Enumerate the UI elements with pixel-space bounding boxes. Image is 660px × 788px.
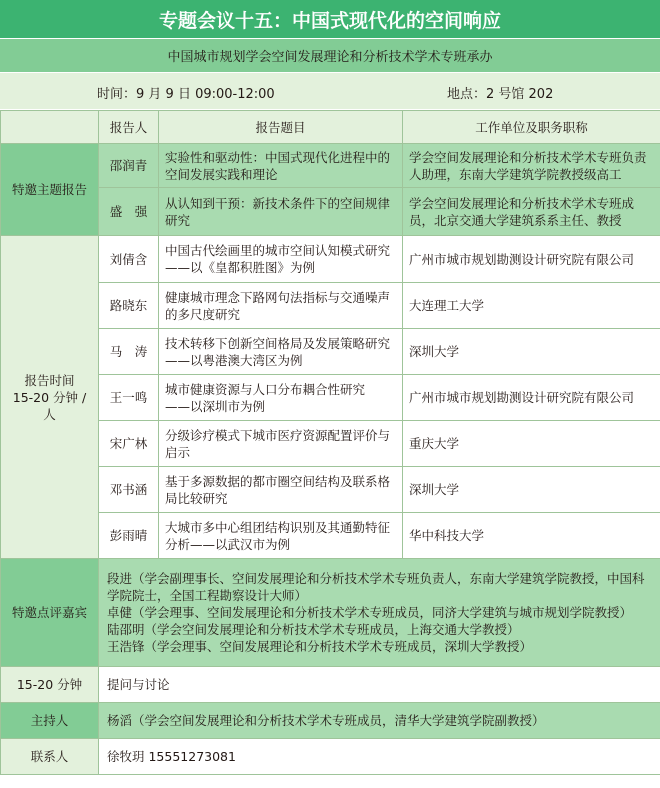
contact-label: 联系人 [1, 739, 99, 775]
host-row [1, 703, 660, 739]
talk-row [1, 283, 660, 329]
host-content: 杨滔（学会空间发展理论和分析技术学术专班成员，清华大学建筑学院副教授） [99, 703, 660, 739]
commentators-list [99, 559, 660, 667]
talk-time-label [1, 236, 99, 559]
talk-affiliation: 广州市城市规划勘测设计研究院有限公司 [403, 375, 660, 421]
commentator-entry: 段进（学会副理事长、空间发展理论和分析技术学术专班负责人，东南大学建筑学院教授，中国科学院院士，全国工程勘察设计大师） [107, 571, 645, 603]
talk-topic-line: 健康城市理念下路网句法指标与交通噪声的多尺度研究 [165, 289, 391, 322]
header-topic: 报告题目 [159, 111, 403, 144]
keynote-label: 特邀主题报告 [1, 144, 99, 236]
talk-row [1, 467, 660, 513]
talk-row [1, 236, 660, 283]
talk-affiliation: 大连理工大学 [403, 283, 660, 329]
session-title: 专题会议十五：中国式现代化的空间响应 [0, 0, 660, 38]
header-affiliation: 工作单位及职务职称 [403, 111, 660, 144]
header-empty-cell [1, 111, 99, 144]
talk-row [1, 375, 660, 421]
talk-affiliation: 重庆大学 [403, 421, 660, 467]
talk-topic [159, 513, 403, 559]
session-venue: 地点：2 号馆 202 [447, 87, 554, 102]
talk-time-label-line2: 15-20 分钟 / 人 [12, 389, 87, 422]
host-label: 主持人 [1, 703, 99, 739]
talk-affiliation: 深圳大学 [403, 467, 660, 513]
keynote-speaker-name: 盛 强 [99, 188, 159, 236]
keynote-affiliation: 学会空间发展理论和分析技术学术专班负责人助理，东南大学建筑学院教授级高工 [403, 144, 660, 188]
talk-topic-line: 大城市多中心组团结构识别及其通勤特征分析——以武汉市为例 [165, 519, 391, 552]
talk-row [1, 421, 660, 467]
talk-topic-subline: ——以深圳市为例 [165, 398, 266, 414]
talk-topic [159, 283, 403, 329]
schedule-table [0, 110, 660, 775]
commentator-entry: 卓健（学会理事、空间发展理论和分析技术学术专班成员，同济大学建筑与城市规划学院教授） [107, 605, 633, 620]
talk-topic-subline: ——以《皇都积胜图》为例 [165, 260, 316, 275]
talk-row [1, 513, 660, 559]
talk-affiliation: 深圳大学 [403, 329, 660, 375]
talk-speaker-name: 路晓东 [99, 283, 159, 329]
talk-topic-line: 基于多源数据的都市圈空间结构及联系格局比较研究 [165, 473, 391, 506]
keynote-affiliation: 学会空间发展理论和分析技术学术专班成员，北京交通大学建筑系系主任、教授 [403, 188, 660, 236]
discussion-content: 提问与讨论 [99, 667, 660, 703]
contact-content: 徐牧玥 15551273081 [99, 739, 660, 775]
commentators-label: 特邀点评嘉宾 [1, 559, 99, 667]
talk-topic [159, 236, 403, 283]
talk-topic [159, 329, 403, 375]
talk-speaker-name: 王一鸣 [99, 375, 159, 421]
talk-topic-line: 中国古代绘画里的城市空间认知模式研究 [165, 243, 391, 258]
time-venue-bar [0, 73, 660, 109]
talk-topic-line: 分级诊疗模式下城市医疗资源配置评价与启示 [165, 427, 391, 460]
session-time: 时间：9 月 9 日 09:00-12:00 [97, 87, 275, 102]
keynote-topic: 实验性和驱动性：中国式现代化进程中的空间发展实践和理论 [159, 144, 403, 188]
talk-affiliation: 广州市城市规划勘测设计研究院有限公司 [403, 236, 660, 283]
talk-speaker-name: 马 涛 [99, 329, 159, 375]
discussion-row [1, 667, 660, 703]
talk-speaker-name: 邓书涵 [99, 467, 159, 513]
talk-time-label-line1: 报告时间 [24, 372, 75, 388]
discussion-label: 15-20 分钟 [1, 667, 99, 703]
talk-topic-line: 技术转移下创新空间格局及发展策略研究 [165, 335, 391, 351]
commentator-entry: 陆邵明（学会空间发展理论和分析技术学术专班成员，上海交通大学教授） [107, 622, 520, 637]
talk-topic [159, 421, 403, 467]
talk-speaker-name: 彭雨晴 [99, 513, 159, 559]
contact-row [1, 739, 660, 775]
talk-topic [159, 375, 403, 421]
talk-topic-subline: ——以粤港澳大湾区为例 [165, 352, 303, 368]
table-header-row [1, 111, 660, 144]
talk-speaker-name: 宋广林 [99, 421, 159, 467]
keynote-topic: 从认知到干预：新技术条件下的空间规律研究 [159, 188, 403, 236]
keynote-row [1, 188, 660, 236]
talk-topic-line: 城市健康资源与人口分布耦合性研究 [165, 381, 366, 397]
commentators-row [1, 559, 660, 667]
header-reporter: 报告人 [99, 111, 159, 144]
talk-row [1, 329, 660, 375]
organizer-line: 中国城市规划学会空间发展理论和分析技术学术专班承办 [0, 38, 660, 73]
talk-topic [159, 467, 403, 513]
talk-speaker-name: 刘倩含 [99, 236, 159, 283]
talk-affiliation: 华中科技大学 [403, 513, 660, 559]
keynote-row [1, 144, 660, 188]
commentator-entry: 王浩锋（学会理事、空间发展理论和分析技术学术专班成员，深圳大学教授） [107, 639, 533, 654]
keynote-speaker-name: 邵润青 [99, 144, 159, 188]
